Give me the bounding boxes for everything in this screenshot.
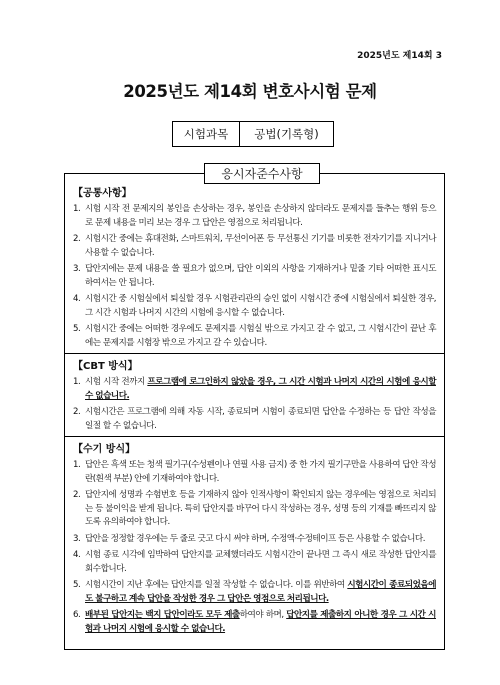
list-item [73,459,436,486]
subject-box [172,121,334,147]
item-text: 답안은 흑색 또는 청색 필기구(수성펜이나 연필 사용 금지) 중 한 가지 필기구만을 사용하여 답안 작성란(흰색 부분) 안에 기재하여야 합니다. [85,460,436,484]
item-text-plain: 시험 시작 전까지 [85,377,148,387]
item-text [85,609,436,636]
list-item [73,579,436,606]
subject-value: 공법(기록형) [254,127,319,141]
item-text-plain: 시험시간이 지난 후에는 답안지를 일절 작성할 수 없습니다. 이를 위반하여 [85,580,348,590]
item-text: 답안지에 성명과 수험번호 등을 기재하지 않아 인적사항이 확인되지 않는 경우에는 영점으로 처리되는 등 불이익을 받게 됩니다. 특히 답안지를 바꾸어 다시 작성하는 경우, 성명 등의 기재를 빠뜨리지 않도록 유의하여야 합니다. [85,490,436,527]
list-item [73,203,436,230]
list-item [73,233,436,260]
list-item [73,293,436,320]
section-divider [65,436,444,437]
item-text: 시험시간 중에는 휴대전화, 스마트워치, 무선이어폰 등 무선통신 기기를 비롯한 전자기기를 지니거나 사용할 수 없습니다. [85,234,436,258]
list-item [73,406,436,433]
item-number: 4. [73,550,81,560]
item-text-emphasis: 답안지를 제출하지 아니한 경우 그 시간 시험과 나머지 시험에 응시할 수 없습니다. [85,610,436,634]
section-divider [65,353,444,354]
list-item [73,323,436,350]
notice-box [64,173,445,650]
list-item [73,533,436,547]
item-number: 2. [73,407,81,417]
item-text: 시험시간은 프로그램에 의해 자동 시작, 종료되며 시험이 종료되면 답안을 수정하는 등 답안 작성을 일절 할 수 없습니다. [85,407,436,431]
item-number: 1. [73,460,81,470]
item-number: 1. [73,204,81,214]
item-number: 4. [73,294,81,304]
item-text: 시험시간 중에는 어떠한 경우에도 문제지를 시험실 밖으로 가지고 갈 수 없고, 그 시험시간이 끝난 후에는 문제지를 시험장 밖으로 가지고 갈 수 있습니다. [85,324,436,348]
item-text [85,376,436,403]
list-item [73,263,436,290]
item-number: 1. [73,377,81,387]
section-header-handwritten: 【수기 방식】 [73,444,136,455]
item-number: 5. [73,580,81,590]
item-text-plain: 하여야 하며, [239,610,287,620]
list-item [73,489,436,530]
list-item [73,609,436,636]
item-text-emphasis: 배부된 답안지는 백지 답안이라도 모두 제출 [85,610,240,620]
item-text [85,579,436,606]
item-number: 2. [73,234,81,244]
item-number: 6. [73,610,81,620]
item-text: 시험 시작 전 문제지의 봉인을 손상하는 경우, 봉인을 손상하지 않더라도 문제지를 들추는 행위 등으로 문제 내용을 미리 보는 경우 그 답안은 영점으로 처리됩니다. [85,204,436,228]
page-header: 2025년도 제14회 3 [357,51,442,61]
section-header-common: 【공통사항】 [73,188,132,199]
exam-title: 2025년도 제14회 변호사시험 문제 [123,82,377,101]
subject-label: 시험과목 [173,122,240,146]
item-text: 시험 종료 시각에 임박하여 답안지를 교체했더라도 시험시간이 끝나면 그 즉시 새로 작성한 답안지를 회수합니다. [85,550,436,574]
item-text-emphasis: 시험시간이 종료되었음에도 불구하고 계속 답안을 작성한 경우 그 답안은 영점으로 처리됩니다. [85,580,436,604]
item-text: 답안을 정정할 경우에는 두 줄로 긋고 다시 써야 하며, 수정액·수정테이프 등은 사용할 수 없습니다. [85,533,425,544]
item-number: 3. [73,264,81,274]
item-number: 5. [73,324,81,334]
item-number: 3. [73,533,81,544]
notice-title: 응시자준수사항 [204,163,320,184]
item-number: 2. [73,490,81,500]
item-text: 시험시간 중 시험실에서 퇴실할 경우 시험관리관의 승인 없이 시험시간 중에 시험실에서 퇴실한 경우, 그 시간 시험과 나머지 시간의 시험에 응시할 수 없습니다. [85,294,436,318]
item-text-emphasis: 프로그램에 로그인하지 않았을 경우, 그 시간 시험과 나머지 시간의 시험에 응시할 수 없습니다. [85,377,436,401]
item-text: 답안지에는 문제 내용을 쓸 필요가 없으며, 답안 이외의 사항을 기재하거나 밑줄 기타 어떠한 표시도 하여서는 안 됩니다. [85,264,436,288]
section-header-cbt: 【CBT 방식】 [73,361,138,372]
list-item [73,549,436,576]
list-item [73,376,436,403]
